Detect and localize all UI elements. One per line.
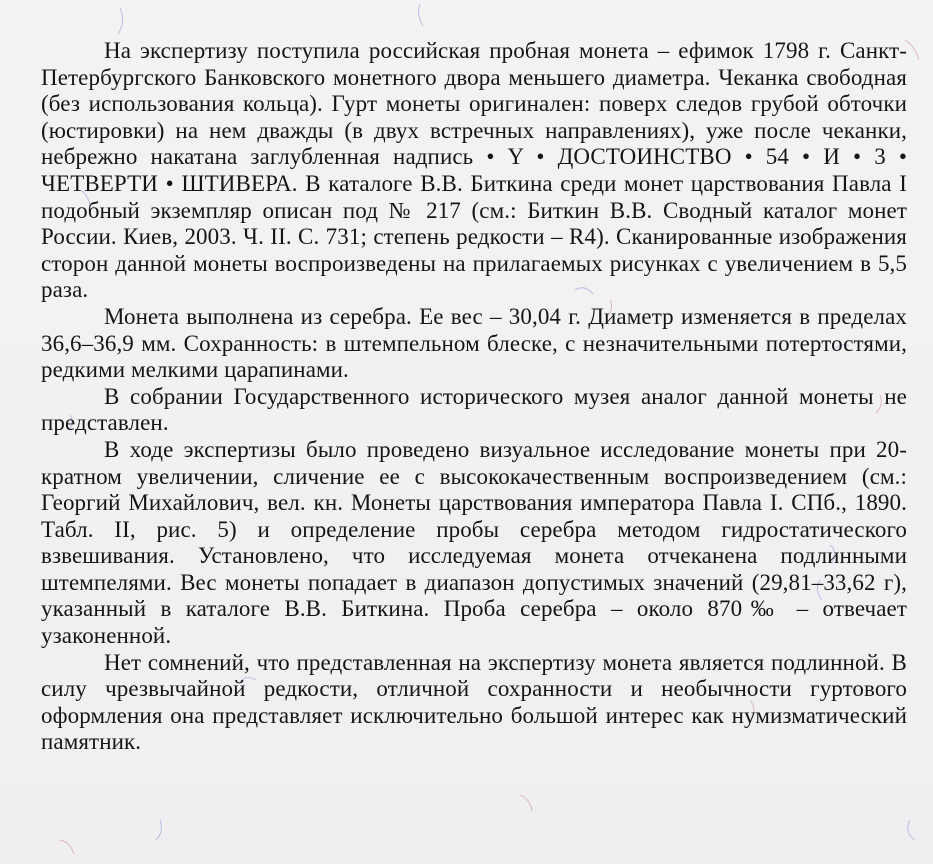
document-body <box>41 38 907 756</box>
paragraph-1: На экспертизу поступила российская пробная монета – ефимок 1798 г. Санкт-Петербургского Банковского монетного двора меньшего диаметра. Чеканка свободная (без использования кольца). Гурт монеты оригинален: поверх следов грубой обточки (юстировки) на нем дважды (в двух встречных направлениях), уже после чеканки, небрежно накатана заглубленная надпись • Y • ДОСТОИНСТВО • 54 • И • 3 • ЧЕТВЕРТИ • ШТИВЕРА. В каталоге В.В. Биткина среди монет царствования Павла I подобный экземпляр описан под № 217 (см.: Биткин В.В. Сводный каталог монет России. Киев, 2003. Ч. II. С. 731; степень редкости – R4). Сканированные изображения сторон данной монеты воспроизведены на прилагаемых рисунках с увеличением в 5,5 раза. <box>41 38 907 303</box>
paragraph-3: В собрании Государственного исторического музея аналог данной монеты не представлен. <box>41 383 907 436</box>
paragraph-2: Монета выполнена из серебра. Ее вес – 30,04 г. Диаметр изменяется в пределах 36,6–36,9 мм. Сохранность: в штемпельном блеске, с незначительными потертостями, редкими мелкими царапинами. <box>41 303 907 383</box>
paragraph-5: Нет сомнений, что представленная на экспертизу монета является подлинной. В силу чрезвычайной редкости, отличной сохранности и необычности гуртового оформления она представляет исключительно большой интерес как нумизматический памятник. <box>41 649 907 755</box>
paragraph-4: В ходе экспертизы было проведено визуальное исследование монеты при 20-кратном увеличении, сличение ее с высококачественным воспроизведением (см.: Георгий Михайлович, вел. кн. Монеты царствования императора Павла I. СПб., 1890. Табл. II, рис. 5) и определение пробы серебра методом гидростатического взвешивания. Установлено, что исследуемая монета отчеканена подлинными штемпелями. Вес монеты попадает в диапазон допустимых значений (29,81–33,62 г), указанный в каталоге В.В. Биткина. Проба серебра – около 870‰ – отвечает узаконенной. <box>41 436 907 649</box>
